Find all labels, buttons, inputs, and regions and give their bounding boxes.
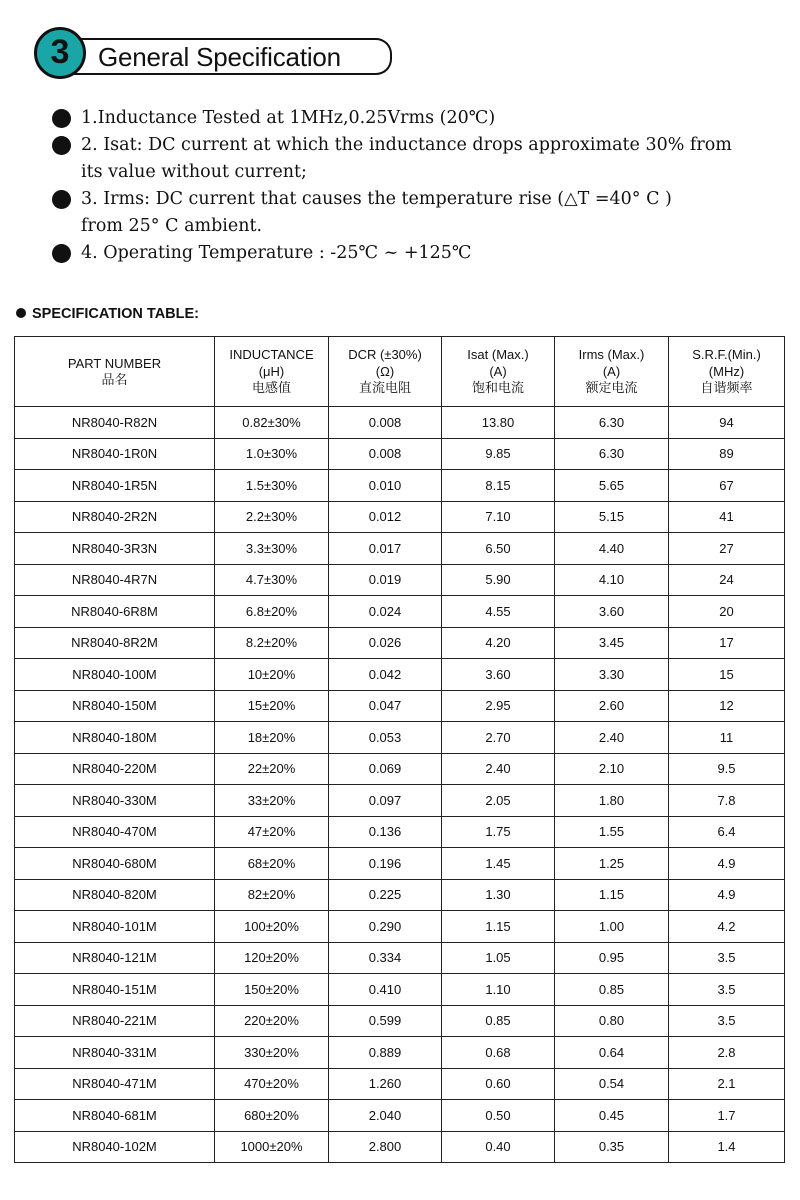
cell-irms: 1.25	[555, 848, 669, 880]
cell-part-number: NR8040-150M	[15, 690, 215, 722]
table-row	[15, 438, 785, 470]
header-en: Isat (Max.)	[467, 347, 529, 362]
header-cn: 品名	[101, 372, 128, 388]
table-row	[15, 1005, 785, 1037]
cell-srf: 2.1	[669, 1068, 785, 1100]
cell-srf: 15	[669, 659, 785, 691]
table-row	[15, 501, 785, 533]
cell-dcr: 0.410	[329, 974, 442, 1006]
spec-line-continued: its value without current;	[81, 162, 307, 182]
cell-irms: 0.95	[555, 942, 669, 974]
bullet-icon	[52, 190, 71, 209]
table-row	[15, 470, 785, 502]
cell-irms: 1.15	[555, 879, 669, 911]
header-dcr	[329, 337, 442, 407]
cell-irms: 5.65	[555, 470, 669, 502]
cell-srf: 1.7	[669, 1100, 785, 1132]
table-title-text: SPECIFICATION TABLE:	[32, 306, 200, 322]
cell-isat: 5.90	[442, 564, 555, 596]
cell-irms: 2.10	[555, 753, 669, 785]
header-cn: 额定电流	[585, 381, 638, 396]
table-row	[15, 974, 785, 1006]
spec-list	[52, 105, 772, 267]
cell-part-number: NR8040-102M	[15, 1131, 215, 1163]
cell-isat: 0.85	[442, 1005, 555, 1037]
cell-srf: 11	[669, 722, 785, 754]
cell-part-number: NR8040-470M	[15, 816, 215, 848]
cell-srf: 2.8	[669, 1037, 785, 1069]
cell-srf: 4.2	[669, 911, 785, 943]
cell-dcr: 0.334	[329, 942, 442, 974]
cell-part-number: NR8040-R82N	[15, 407, 215, 439]
cell-isat: 2.05	[442, 785, 555, 817]
cell-irms: 5.15	[555, 501, 669, 533]
table-row	[15, 627, 785, 659]
cell-dcr: 0.017	[329, 533, 442, 565]
cell-irms: 2.40	[555, 722, 669, 754]
cell-dcr: 0.047	[329, 690, 442, 722]
cell-part-number: NR8040-221M	[15, 1005, 215, 1037]
header-en: S.R.F.(Min.)	[692, 347, 761, 362]
cell-part-number: NR8040-100M	[15, 659, 215, 691]
cell-dcr: 1.260	[329, 1068, 442, 1100]
table-row	[15, 1100, 785, 1132]
cell-srf: 94	[669, 407, 785, 439]
cell-isat: 2.95	[442, 690, 555, 722]
cell-inductance: 120±20%	[215, 942, 329, 974]
cell-isat: 1.10	[442, 974, 555, 1006]
table-body	[15, 407, 785, 1163]
cell-dcr: 0.136	[329, 816, 442, 848]
cell-dcr: 0.008	[329, 407, 442, 439]
cell-srf: 12	[669, 690, 785, 722]
header-irms	[555, 337, 669, 407]
cell-irms: 3.45	[555, 627, 669, 659]
cell-irms: 0.54	[555, 1068, 669, 1100]
spec-line: 4. Operating Temperature : -25℃ ~ +125℃	[81, 243, 472, 263]
header-unit: (Ω)	[375, 364, 395, 379]
table-row	[15, 879, 785, 911]
cell-inductance: 4.7±30%	[215, 564, 329, 596]
cell-part-number: NR8040-3R3N	[15, 533, 215, 565]
table-row	[15, 785, 785, 817]
cell-part-number: NR8040-6R8M	[15, 596, 215, 628]
cell-dcr: 0.053	[329, 722, 442, 754]
cell-dcr: 0.069	[329, 753, 442, 785]
cell-inductance: 150±20%	[215, 974, 329, 1006]
cell-part-number: NR8040-220M	[15, 753, 215, 785]
cell-inductance: 220±20%	[215, 1005, 329, 1037]
cell-inductance: 47±20%	[215, 816, 329, 848]
cell-inductance: 8.2±20%	[215, 627, 329, 659]
table-row	[15, 533, 785, 565]
cell-inductance: 470±20%	[215, 1068, 329, 1100]
cell-dcr: 0.196	[329, 848, 442, 880]
table-row	[15, 848, 785, 880]
spec-item	[52, 240, 772, 267]
cell-inductance: 100±20%	[215, 911, 329, 943]
table-row	[15, 407, 785, 439]
cell-isat: 0.60	[442, 1068, 555, 1100]
table-row	[15, 722, 785, 754]
table-row	[15, 659, 785, 691]
table-row	[15, 816, 785, 848]
cell-inductance: 330±20%	[215, 1037, 329, 1069]
cell-part-number: NR8040-151M	[15, 974, 215, 1006]
cell-isat: 0.68	[442, 1037, 555, 1069]
cell-srf: 17	[669, 627, 785, 659]
cell-inductance: 33±20%	[215, 785, 329, 817]
table-row	[15, 690, 785, 722]
header-en: PART NUMBER	[67, 355, 162, 371]
table-row	[15, 942, 785, 974]
cell-inductance: 18±20%	[215, 722, 329, 754]
cell-dcr: 0.889	[329, 1037, 442, 1069]
header-unit: (A)	[602, 364, 621, 379]
cell-isat: 8.15	[442, 470, 555, 502]
cell-srf: 20	[669, 596, 785, 628]
cell-srf: 4.9	[669, 879, 785, 911]
cell-irms: 0.35	[555, 1131, 669, 1163]
bullet-icon	[52, 109, 71, 128]
cell-part-number: NR8040-1R5N	[15, 470, 215, 502]
cell-irms: 0.64	[555, 1037, 669, 1069]
header-en: DCR (±30%)	[348, 347, 422, 362]
spec-item	[52, 186, 772, 240]
cell-isat: 4.55	[442, 596, 555, 628]
cell-irms: 1.00	[555, 911, 669, 943]
cell-srf: 4.9	[669, 848, 785, 880]
cell-irms: 6.30	[555, 438, 669, 470]
cell-isat: 1.05	[442, 942, 555, 974]
header-unit: (A)	[489, 364, 507, 379]
cell-part-number: NR8040-101M	[15, 911, 215, 943]
cell-srf: 7.8	[669, 785, 785, 817]
header-cn: 自谐频率	[700, 381, 753, 396]
bullet-icon	[16, 308, 26, 318]
specification-table	[14, 336, 785, 1163]
cell-srf: 6.4	[669, 816, 785, 848]
cell-irms: 1.80	[555, 785, 669, 817]
cell-srf: 9.5	[669, 753, 785, 785]
cell-part-number: NR8040-4R7N	[15, 564, 215, 596]
bullet-icon	[52, 136, 71, 155]
table-row	[15, 1037, 785, 1069]
bullet-icon	[52, 244, 71, 263]
header-cn: 直流电阻	[358, 381, 411, 396]
cell-dcr: 0.097	[329, 785, 442, 817]
cell-part-number: NR8040-681M	[15, 1100, 215, 1132]
cell-srf: 3.5	[669, 942, 785, 974]
cell-isat: 1.30	[442, 879, 555, 911]
cell-isat: 13.80	[442, 407, 555, 439]
section-header	[34, 27, 364, 81]
cell-irms: 4.10	[555, 564, 669, 596]
table-row	[15, 1068, 785, 1100]
table-row	[15, 564, 785, 596]
cell-inductance: 82±20%	[215, 879, 329, 911]
cell-irms: 3.60	[555, 596, 669, 628]
spec-line: 2. Isat: DC current at which the inductance drops approximate 30% from	[81, 135, 732, 155]
cell-srf: 24	[669, 564, 785, 596]
cell-dcr: 0.024	[329, 596, 442, 628]
spec-line-continued: from 25° C ambient.	[81, 216, 263, 236]
cell-isat: 2.40	[442, 753, 555, 785]
cell-inductance: 3.3±30%	[215, 533, 329, 565]
cell-part-number: NR8040-471M	[15, 1068, 215, 1100]
cell-isat: 2.70	[442, 722, 555, 754]
cell-inductance: 680±20%	[215, 1100, 329, 1132]
cell-inductance: 6.8±20%	[215, 596, 329, 628]
cell-inductance: 15±20%	[215, 690, 329, 722]
cell-part-number: NR8040-330M	[15, 785, 215, 817]
cell-irms: 6.30	[555, 407, 669, 439]
cell-isat: 1.15	[442, 911, 555, 943]
table-header-row	[15, 337, 785, 407]
cell-isat: 7.10	[442, 501, 555, 533]
header-inductance	[215, 337, 329, 407]
cell-isat: 1.45	[442, 848, 555, 880]
header-srf	[669, 337, 785, 407]
cell-irms: 4.40	[555, 533, 669, 565]
header-en: INDUCTANCE	[229, 347, 314, 362]
cell-irms: 0.45	[555, 1100, 669, 1132]
cell-irms: 1.55	[555, 816, 669, 848]
cell-inductance: 10±20%	[215, 659, 329, 691]
cell-irms: 0.80	[555, 1005, 669, 1037]
cell-isat: 3.60	[442, 659, 555, 691]
cell-inductance: 1000±20%	[215, 1131, 329, 1163]
cell-part-number: NR8040-1R0N	[15, 438, 215, 470]
cell-inductance: 22±20%	[215, 753, 329, 785]
table-row	[15, 1131, 785, 1163]
cell-dcr: 0.290	[329, 911, 442, 943]
cell-srf: 3.5	[669, 1005, 785, 1037]
spec-line: 1.Inductance Tested at 1MHz,0.25Vrms (20℃)	[81, 108, 496, 128]
cell-inductance: 1.5±30%	[215, 470, 329, 502]
cell-part-number: NR8040-121M	[15, 942, 215, 974]
cell-srf: 3.5	[669, 974, 785, 1006]
cell-isat: 0.40	[442, 1131, 555, 1163]
header-unit: (MHz)	[708, 364, 745, 379]
section-number-badge	[34, 27, 86, 79]
cell-srf: 67	[669, 470, 785, 502]
header-cn: 电感值	[251, 381, 291, 396]
cell-srf: 41	[669, 501, 785, 533]
cell-dcr: 0.019	[329, 564, 442, 596]
cell-dcr: 0.225	[329, 879, 442, 911]
cell-isat: 6.50	[442, 533, 555, 565]
cell-part-number: NR8040-331M	[15, 1037, 215, 1069]
header-part-number	[15, 337, 215, 407]
cell-isat: 4.20	[442, 627, 555, 659]
cell-irms: 0.85	[555, 974, 669, 1006]
table-title	[16, 306, 199, 322]
table-row	[15, 753, 785, 785]
cell-dcr: 0.042	[329, 659, 442, 691]
cell-irms: 3.30	[555, 659, 669, 691]
cell-inductance: 2.2±30%	[215, 501, 329, 533]
cell-part-number: NR8040-8R2M	[15, 627, 215, 659]
table-row	[15, 596, 785, 628]
table-row	[15, 911, 785, 943]
header-isat	[442, 337, 555, 407]
spec-item	[52, 105, 772, 132]
cell-isat: 0.50	[442, 1100, 555, 1132]
header-unit: (μH)	[258, 364, 285, 379]
cell-inductance: 0.82±30%	[215, 407, 329, 439]
cell-dcr: 0.026	[329, 627, 442, 659]
cell-irms: 2.60	[555, 690, 669, 722]
cell-srf: 1.4	[669, 1131, 785, 1163]
cell-dcr: 0.599	[329, 1005, 442, 1037]
cell-dcr: 2.800	[329, 1131, 442, 1163]
cell-dcr: 0.012	[329, 501, 442, 533]
section-title: General Specification	[98, 42, 341, 72]
cell-srf: 27	[669, 533, 785, 565]
cell-part-number: NR8040-180M	[15, 722, 215, 754]
cell-isat: 9.85	[442, 438, 555, 470]
cell-part-number: NR8040-2R2N	[15, 501, 215, 533]
cell-dcr: 0.008	[329, 438, 442, 470]
cell-srf: 89	[669, 438, 785, 470]
cell-dcr: 2.040	[329, 1100, 442, 1132]
cell-part-number: NR8040-820M	[15, 879, 215, 911]
spec-line: 3. Irms: DC current that causes the temperature rise (△T =40° C )	[81, 189, 672, 209]
header-en: Irms (Max.)	[578, 347, 645, 362]
section-number: 3	[50, 33, 70, 71]
cell-part-number: NR8040-680M	[15, 848, 215, 880]
cell-dcr: 0.010	[329, 470, 442, 502]
cell-isat: 1.75	[442, 816, 555, 848]
header-cn: 饱和电流	[471, 381, 524, 396]
spec-item	[52, 132, 772, 186]
cell-inductance: 1.0±30%	[215, 438, 329, 470]
cell-inductance: 68±20%	[215, 848, 329, 880]
